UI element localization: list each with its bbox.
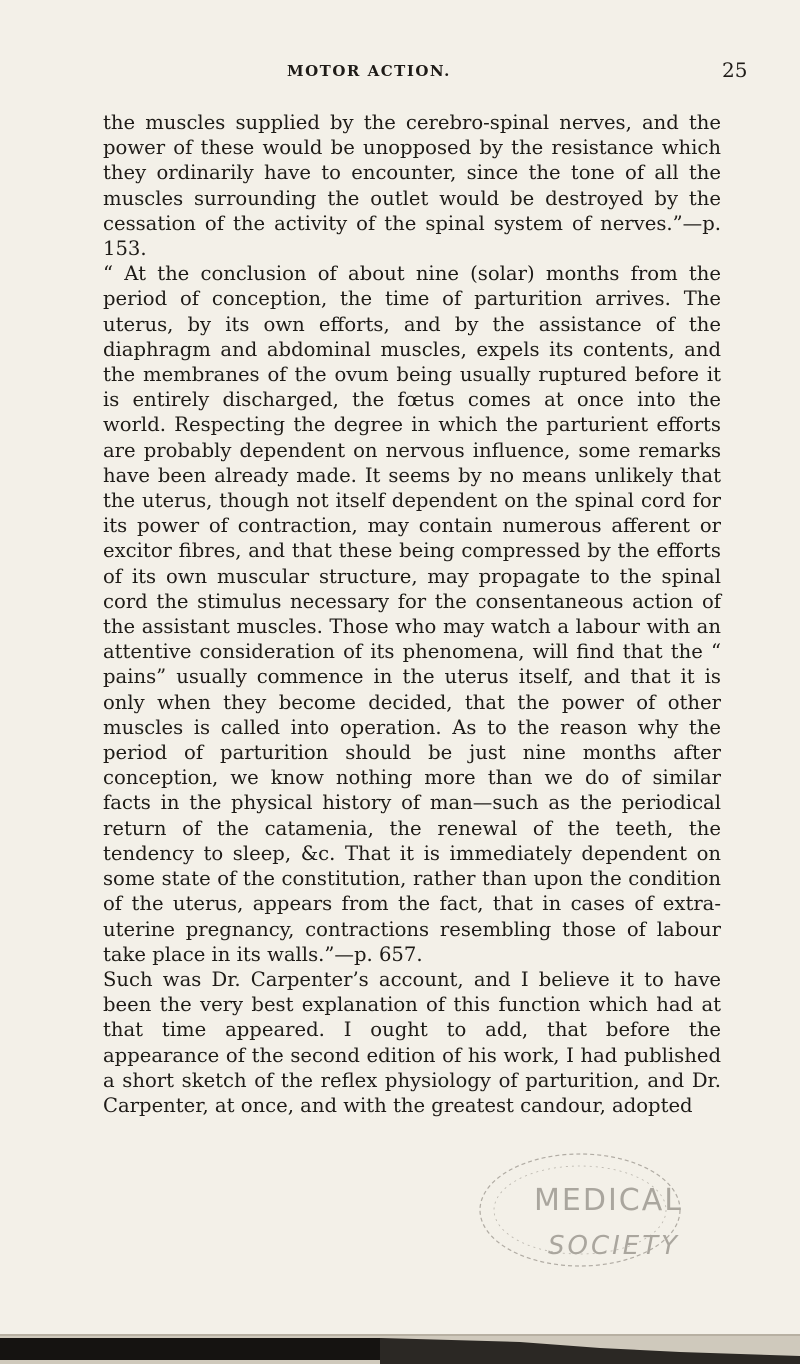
stamp-line-1: MEDICAL	[534, 1183, 683, 1218]
paragraph-continuation: the muscles supplied by the cerebro-spinal nerves, and the power of these would be unopposed by the resistance which they ordinarily have to encounter, since the tone of all the muscles surrounding the outlet would be destroyed by the cessation of the activity of the spinal system of nerves.”—p. 153.	[103, 111, 721, 261]
stamp-line-2: SOCIETY	[548, 1231, 680, 1261]
body-text	[103, 110, 721, 1118]
running-head-title: MOTOR ACTION.	[287, 62, 451, 80]
page-bottom-edge	[0, 1318, 800, 1364]
page-number: 25	[722, 58, 748, 82]
library-stamp	[470, 1150, 720, 1290]
running-head	[0, 58, 800, 86]
paragraph-commentary: Such was Dr. Carpenter’s account, and I believe it to have been the very best explanation of this function which had at that time appeared. I ought to add, that before the appearance of the second edition of his work, I had published a short sketch of the reflex physiology of parturition, and Dr. Carpenter, at once, and with the greatest candour, adopted	[103, 967, 721, 1117]
paragraph-quotation: “ At the conclusion of about nine (solar) months from the period of conception, the time of parturition arrives. The uterus, by its own efforts, and by the assistance of the diaphragm and abdominal muscles, expels its contents, and the membranes of the ovum being usually ruptured before it is entirely discharged, the fœtus comes at once into the world. Respecting the degree in which the parturient efforts are probably dependent on nervous influence, some remarks have been already made. It seems by no means unlikely that the uterus, though not itself dependent on the spinal cord for its power of contraction, may contain numerous afferent or excitor fibres, and that these being compressed by the efforts of its own muscular structure, may propagate to the spinal cord the stimulus necessary for the consentaneous action of the assistant muscles. Those who may watch a labour with an attentive consideration of its phenomena, will find that the “ pains” usually commence in the uterus itself, and that it is only when they become decided, that the power of other muscles is called into operation. As to the reason why the period of parturition should be just nine months after conception, we know nothing more than we do of similar facts in the physical history of man—such as the periodical return of the catamenia, the renewal of the teeth, the tendency to sleep, &c. That it is immediately dependent on some state of the constitution, rather than upon the condition of the uterus, appears from the fact, that in cases of extra-uterine pregnancy, contractions resembling those of labour take place in its walls.”—p. 657.	[103, 262, 721, 966]
